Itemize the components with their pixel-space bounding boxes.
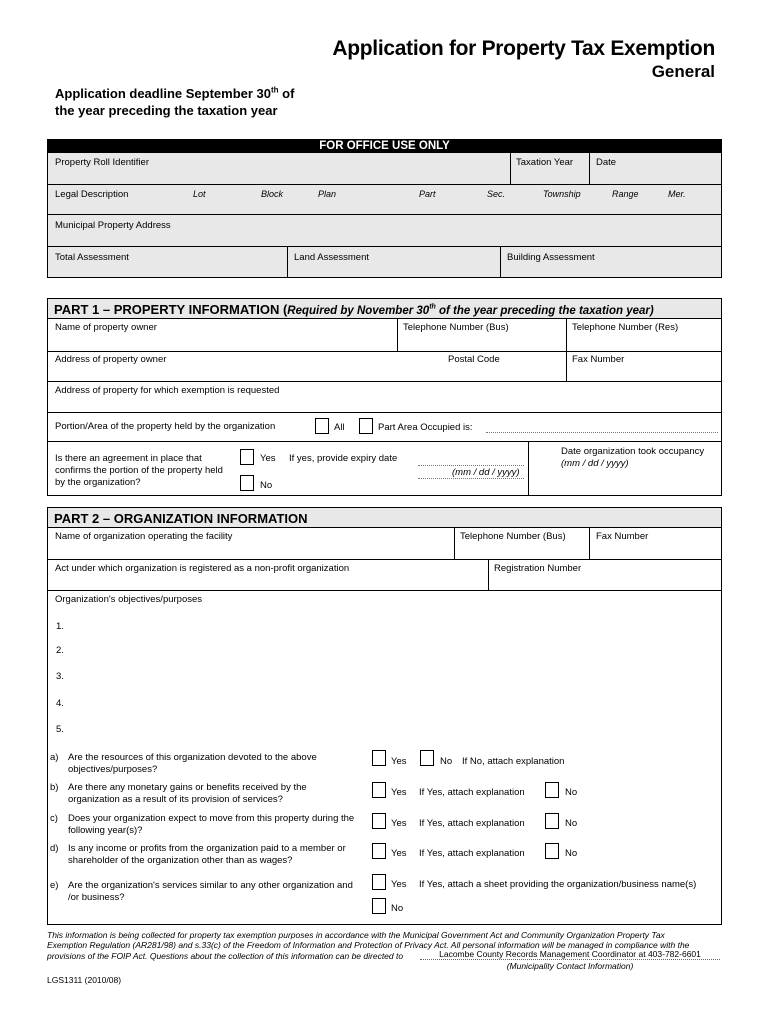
part1-heading <box>54 302 654 317</box>
question-b-yes-checkbox[interactable] <box>372 782 386 798</box>
objective-number: 2. <box>56 645 64 656</box>
agreement-question: Is there an agreement in place that confirms the portion of the property held by the organization? <box>55 453 223 488</box>
question-d-no-label: No <box>565 848 578 859</box>
part2-heading: PART 2 – ORGANIZATION INFORMATION <box>54 511 308 526</box>
question-a-no-label: No <box>440 756 453 767</box>
part-label: Part <box>419 189 436 199</box>
question-a-text: Are the resources of this organization devoted to the above objectives/purposes? <box>68 752 317 775</box>
part1-heading-sup: th <box>429 303 436 311</box>
question-e-yes-label: Yes <box>391 879 407 890</box>
agreement-yes-checkbox[interactable] <box>240 449 254 465</box>
all-checkbox[interactable] <box>315 418 329 434</box>
form-code: LGS1311 (2010/08) <box>47 975 122 985</box>
question-b-text: Are there any monetary gains or benefits received by the organization as a result of its provision of services? <box>68 782 307 805</box>
owner-address-label: Address of property owner <box>55 354 167 365</box>
office-use-heading: FOR OFFICE USE ONLY <box>319 140 450 152</box>
question-c-yes-label: Yes <box>391 818 407 829</box>
org-fax-label: Fax Number <box>596 531 649 542</box>
part1-heading-bold: PART 1 – PROPERTY INFORMATION ( <box>54 302 288 317</box>
question-b-no-checkbox[interactable] <box>545 782 559 798</box>
occupancy-label: Date organization took occupancy <box>561 446 705 457</box>
question-c-text: Does your organization expect to move from this property during the following year(s)? <box>68 813 355 836</box>
question-e-letter: e) <box>50 880 59 891</box>
mer-label: Mer. <box>668 189 686 199</box>
postal-code-label: Postal Code <box>448 354 500 365</box>
question-c-note: If Yes, attach explanation <box>419 818 525 829</box>
deadline-text: Application deadline September 30 <box>55 86 271 101</box>
privacy-notice-line3: provisions of the FOIP Act. Questions about the collection of this information can be directed to <box>47 951 404 961</box>
plan-label: Plan <box>318 189 337 199</box>
agreement-no-checkbox[interactable] <box>240 475 254 491</box>
expiry-date-format: (mm / dd / yyyy) <box>452 467 520 478</box>
question-a-note: If No, attach explanation <box>462 756 565 767</box>
objective-number: 1. <box>56 621 64 632</box>
question-c-no-checkbox[interactable] <box>545 813 559 829</box>
form-title: Application for Property Tax Exemption <box>332 37 715 60</box>
objective-number: 5. <box>56 724 64 735</box>
contact-info: Lacombe County Records Management Coordinator at 403-782-6601 <box>420 949 720 960</box>
tel-bus-label: Telephone Number (Bus) <box>403 322 509 333</box>
legal-description-label: Legal Description <box>55 189 129 200</box>
org-name-label: Name of organization operating the facility <box>55 531 233 542</box>
question-d-text: Is any income or profits from the organization paid to a member or shareholder of the organization other than as wages? <box>68 843 346 866</box>
act-label: Act under which organization is registered as a non-profit organization <box>55 563 350 574</box>
question-b-note: If Yes, attach explanation <box>419 787 525 798</box>
part-area-label: Part Area Occupied is: <box>378 422 473 433</box>
taxation-year-label: Taxation Year <box>516 157 574 168</box>
exempt-address-label: Address of property for which exemption is requested <box>55 385 280 396</box>
lot-label: Lot <box>193 189 206 199</box>
question-a-yes-checkbox[interactable] <box>372 750 386 766</box>
objective-number: 4. <box>56 698 64 709</box>
question-a-no-checkbox[interactable] <box>420 750 434 766</box>
question-c-yes-checkbox[interactable] <box>372 813 386 829</box>
building-assessment-label: Building Assessment <box>507 252 595 263</box>
form-subtitle: General <box>651 62 715 81</box>
expiry-label: If yes, provide expiry date <box>289 453 398 464</box>
question-d-no-checkbox[interactable] <box>545 843 559 859</box>
registration-number-label: Registration Number <box>494 563 582 574</box>
question-e-no-label: No <box>391 903 404 914</box>
roll-id-label: Property Roll Identifier <box>55 157 149 168</box>
question-b-letter: b) <box>50 782 59 793</box>
deadline-note <box>55 85 355 119</box>
owner-name-label: Name of property owner <box>55 322 157 333</box>
question-d-yes-checkbox[interactable] <box>372 843 386 859</box>
tel-res-label: Telephone Number (Res) <box>572 322 679 333</box>
date-label: Date <box>596 157 617 168</box>
fax-label: Fax Number <box>572 354 625 365</box>
question-d-letter: d) <box>50 843 59 854</box>
contact-caption: (Municipality Contact Information) <box>506 961 634 971</box>
part1-heading-italic: Required by November 30 <box>287 305 430 317</box>
agreement-no-label: No <box>260 480 273 491</box>
agreement-yes-label: Yes <box>260 453 276 464</box>
office-use-area <box>47 153 722 278</box>
question-d-note: If Yes, attach explanation <box>419 848 525 859</box>
question-e-yes-checkbox[interactable] <box>372 874 386 890</box>
question-e-no-checkbox[interactable] <box>372 898 386 914</box>
deadline-text-end: of <box>278 86 295 101</box>
range-label: Range <box>612 189 639 199</box>
municipal-address-label: Municipal Property Address <box>55 220 171 231</box>
all-label: All <box>334 422 345 433</box>
part1-heading-italic-end: of the year preceding the taxation year) <box>435 305 654 317</box>
org-tel-bus-label: Telephone Number (Bus) <box>460 531 566 542</box>
part-checkbox[interactable] <box>359 418 373 434</box>
question-e-text: Are the organization's services similar to any other organization and /or business? <box>68 880 353 903</box>
question-b-yes-label: Yes <box>391 787 407 798</box>
question-e-note: If Yes, attach a sheet providing the organization/business name(s) <box>419 879 697 890</box>
question-c-no-label: No <box>565 818 578 829</box>
objective-number: 3. <box>56 671 64 682</box>
total-assessment-label: Total Assessment <box>55 252 129 263</box>
land-assessment-label: Land Assessment <box>294 252 369 263</box>
question-a-yes-label: Yes <box>391 756 407 767</box>
question-a-letter: a) <box>50 752 59 763</box>
portion-label: Portion/Area of the property held by the organization <box>55 421 276 432</box>
deadline-line2: the year preceding the taxation year <box>55 103 278 118</box>
deadline-sup: th <box>271 85 279 95</box>
block-label: Block <box>261 189 284 199</box>
privacy-notice-line1: This information is being collected for property tax exemption purposes in accordance with the Municipal Government Act and Community Organization Property Tax <box>47 930 665 940</box>
objectives-label: Organization's objectives/purposes <box>55 594 203 605</box>
township-label: Township <box>543 189 581 199</box>
question-b-no-label: No <box>565 787 578 798</box>
occupancy-format: (mm / dd / yyyy) <box>561 458 629 469</box>
question-d-yes-label: Yes <box>391 848 407 859</box>
question-c-letter: c) <box>50 813 58 824</box>
sec-label: Sec. <box>487 189 506 199</box>
privacy-notice-line2: Exemption Regulation (AR281/98) and s.33(c) of the Freedom of Information and Protection of Privacy Act. All personal information will be managed in compliance with the <box>47 940 690 950</box>
